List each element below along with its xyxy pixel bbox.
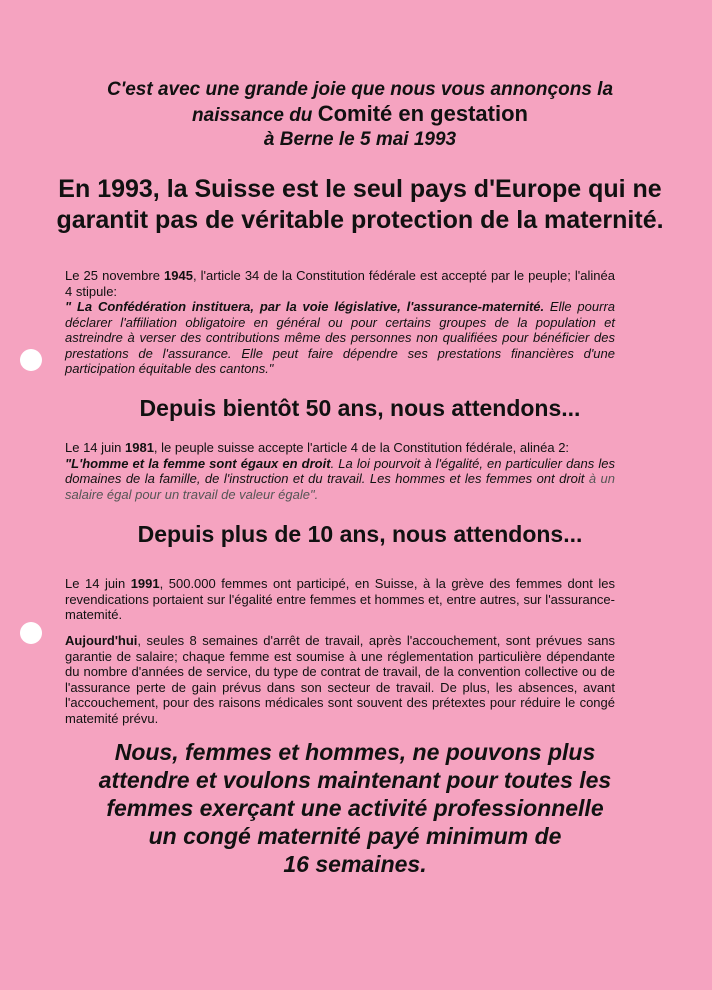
intro-line-1: C'est avec une grande joie que nous vous annonçons la <box>106 79 614 100</box>
p1-post: , l'article 34 de la Constitution fédérale est accepté par le peuple; l'alinéa 4 stipule: <box>65 268 615 299</box>
paragraph-1945 <box>65 268 615 377</box>
p3-pre: Le 14 juin <box>65 576 131 591</box>
intro-line-2 <box>60 102 660 128</box>
p3-year: 1991 <box>130 576 160 591</box>
p2-post: , le peuple suisse accepte l'article 4 de la Constitution fédérale, alinéa 2: <box>153 440 570 455</box>
p2-quote-faded: à un salaire égal pour un travail de valeur égale". <box>65 471 615 502</box>
intro-line-2-pre: naissance du <box>192 105 313 126</box>
closing-line-4: un congé maternité payé minimum de <box>148 823 562 849</box>
p1-pre: Le 25 novembre <box>65 268 165 283</box>
main-headline: En 1993, la Suisse est le seul pays d'Europe qui ne garantit pas de véritable protection de la maternité. <box>56 175 664 234</box>
p3-post: , 500.000 femmes ont participé, en Suisse, à la grève des femmes dont les revendications portaient sur l'égalité entre femmes et hommes et, entre autres, sur l'assurance-matemité. <box>65 576 615 622</box>
p4-text: , seules 8 semaines d'arrêt de travail, après l'accouchement, sont prévues sans garantie de salaire; chaque femme est soumise à une réglementation particulière dépendante du nombre d'années de service, du type de contrat de travail, de la convention collective ou de l'assurance perte de gain prévus dans son secteur de travail. De plus, les absences, avant l'accouchement, pour des raisons médicales sont souvent des prétextes pour réduire le congé matemité prévu. <box>65 633 615 726</box>
heading-50-years: Depuis bientôt 50 ans, nous attendons... <box>139 395 581 421</box>
p2-pre: Le 14 juin <box>65 440 125 455</box>
punch-hole-top <box>20 349 42 371</box>
p2-quote-rest: . La loi pourvoit à l'égalité, en particulier dans les domaines de la famille, de l'instruction et du travail. Les hommes et les femmes ont droit <box>65 455 615 486</box>
punch-hole-bottom <box>20 622 42 644</box>
p1-quote-rest: Elle pourra déclarer l'affiliation obligatoire en général ou pour certains groupes de la population et astreindre à verser des contributions même des personnes non qualifiées pour bénéficier des prestations de l'assurance. Elle peut faire dépendre ses prestations financières d'une participation équitable des cantons." <box>65 299 616 376</box>
closing-line-1: Nous, femmes et hommes, ne pouvons plus <box>114 739 596 765</box>
p1-year: 1945 <box>164 268 193 283</box>
closing-line-5: 16 semaines. <box>283 851 427 877</box>
paragraph-1981 <box>65 440 615 502</box>
announcement-intro <box>60 78 660 152</box>
p4-lead: Aujourd'hui <box>65 633 138 648</box>
p2-year: 1981 <box>125 440 154 455</box>
paragraph-today <box>65 633 615 726</box>
closing-statement <box>50 738 660 878</box>
intro-line-3: à Berne le 5 mai 1993 <box>263 129 457 150</box>
closing-line-2: attendre et voulons maintenant pour toutes les <box>98 767 612 793</box>
p1-quote-bold: " La Confédération instituera, par la voie législative, l'assurance-maternité. <box>65 299 545 314</box>
closing-line-3: femmes exerçant une activité professionnelle <box>106 795 604 821</box>
committee-name: Comité en gestation <box>317 101 528 126</box>
paragraph-1991 <box>65 576 615 623</box>
heading-10-years: Depuis plus de 10 ans, nous attendons... <box>137 521 583 547</box>
p2-quote-bold: "L'homme et la femme sont égaux en droit <box>65 455 331 471</box>
